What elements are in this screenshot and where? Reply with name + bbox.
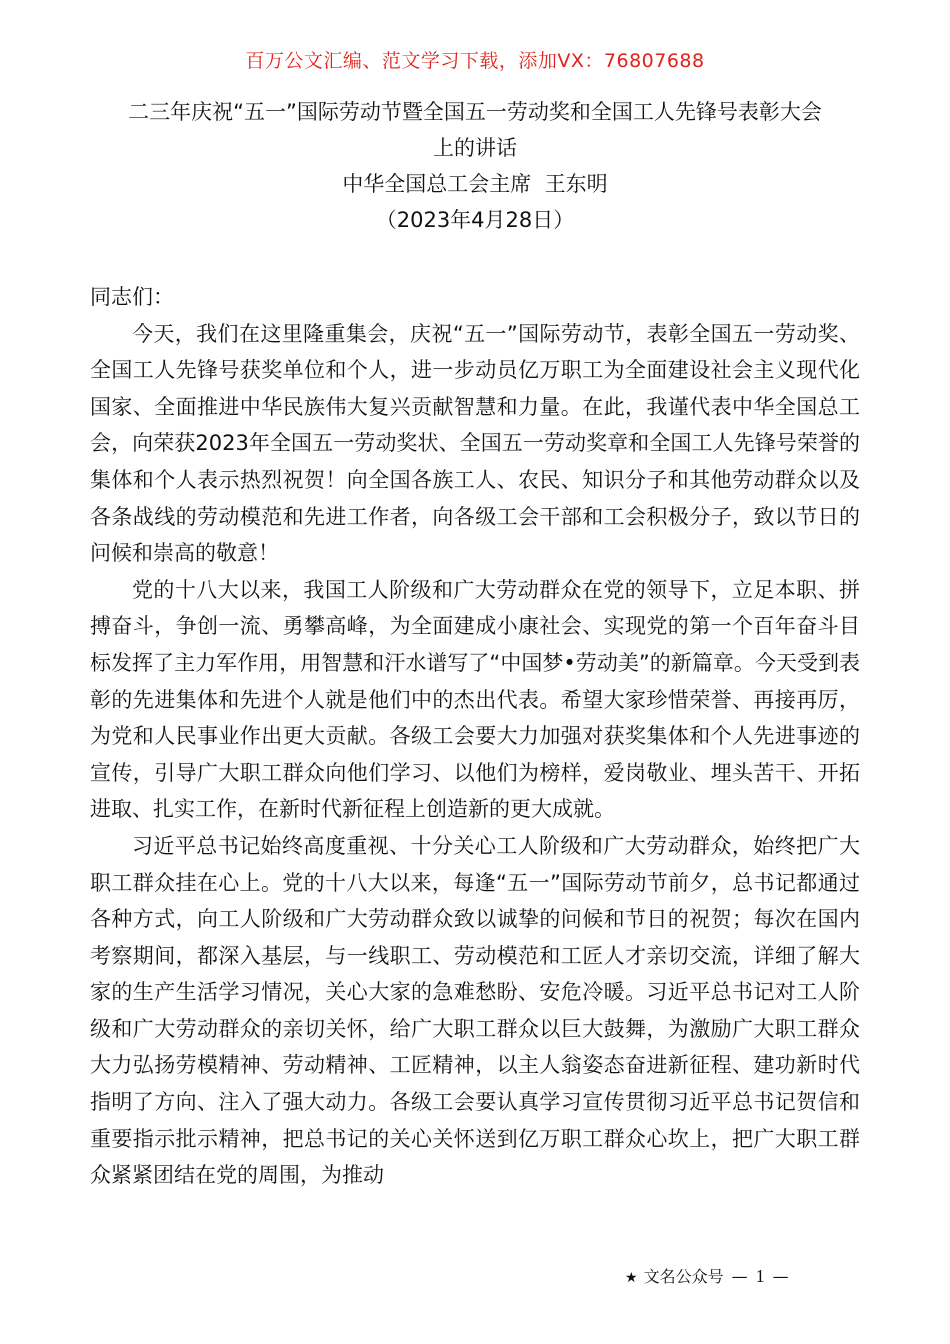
speech-title-line-2: 上的讲话 bbox=[433, 136, 517, 160]
speech-date: （2023年4月28日） bbox=[375, 208, 575, 232]
speech-body bbox=[90, 279, 860, 1194]
speech-author: 中华全国总工会主席 王东明 bbox=[342, 172, 608, 196]
paragraph-2: 党的十八大以来，我国工人阶级和广大劳动群众在党的领导下，立足本职、拼搏奋斗，争创一流、勇攀高峰，为全面建成小康社会、实现党的第一个百年奋斗目标发挥了主力军作用，用智慧和汗水谱写了“中国梦•劳动美”的新篇章。今天受到表彰的先进集体和先进个人就是他们中的杰出代表。希望大家珍惜荣誉、再接再厉，为党和人民事业作出更大贡献。各级工会要大力加强对获奖集体和个人先进事迹的宣传，引导广大职工群众向他们学习、以他们为榜样，爱岗敬业、埋头苦干、开拓进取、扎实工作，在新时代新征程上创造新的更大成就。 bbox=[90, 577, 860, 822]
paragraph-1: 今天，我们在这里隆重集会，庆祝“五一”国际劳动节，表彰全国五一劳动奖、全国工人先锋号获奖单位和个人，进一步动员亿万职工为全面建设社会主义现代化国家、全面推进中华民族伟大复兴贡献智慧和力量。在此，我谨代表中华全国总工会，向荣获2023年全国五一劳动奖状、全国五一劳动奖章和全国工人先锋号荣誉的集体和个人表示热烈祝贺！向全国各族工人、农民、知识分子和其他劳动群众以及各条战线的劳动模范和先进工作者，向各级工会干部和工会积极分子，致以节日的问候和崇高的敬意！ bbox=[90, 321, 860, 566]
footer-dash-left: — bbox=[731, 1267, 748, 1286]
footer-dash-right: — bbox=[772, 1267, 789, 1286]
paragraph-3: 习近平总书记始终高度重视、十分关心工人阶级和广大劳动群众，始终把广大职工群众挂在心上。党的十八大以来，每逢“五一”国际劳动节前夕，总书记都通过各种方式，向工人阶级和广大劳动群众致以诚挚的问候和节日的祝贺；每次在国内考察期间，都深入基层，与一线职工、劳动模范和工匠人才亲切交流，详细了解大家的生产生活学习情况，关心大家的急难愁盼、安危冷暖。习近平总书记对工人阶级和广大劳动群众的亲切关怀，给广大职工群众以巨大鼓舞，为激励广大职工群众大力弘扬劳模精神、劳动精神、工匠精神，以主人翁姿态奋进新征程、建功新时代指明了方向、注入了强大动力。各级工会要认真学习宣传贯彻习近平总书记贺信和重要指示批示精神，把总书记的关心关怀送到亿万职工群众心坎上，把广大职工群众紧紧团结在党的周围，为推动 bbox=[90, 833, 860, 1188]
download-banner: 百万公文汇编、范文学习下载，添加VX：76807688 bbox=[245, 50, 705, 72]
page-footer bbox=[625, 1264, 797, 1287]
star-icon: ★ bbox=[625, 1270, 638, 1286]
salutation: 同志们： bbox=[90, 285, 174, 309]
speech-title-block bbox=[70, 94, 880, 238]
footer-label: 文名公众号 bbox=[643, 1267, 724, 1286]
speech-title-line-1: 二三年庆祝“五一”国际劳动节暨全国五一劳动奖和全国工人先锋号表彰大会 bbox=[128, 100, 822, 124]
page-number: 1 bbox=[755, 1266, 765, 1286]
